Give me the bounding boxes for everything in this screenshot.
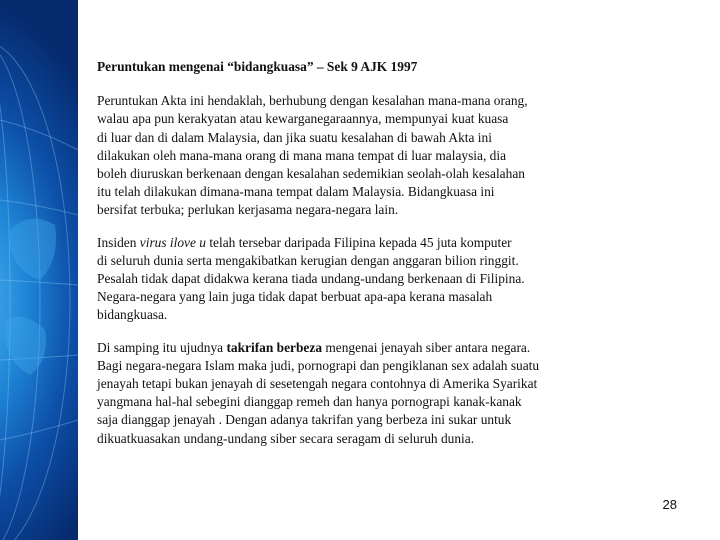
text-line: boleh diuruskan berkenaan dengan kesalahan sedemikian seolah-olah kesalahan <box>97 166 525 182</box>
text-line: saja dianggap jenayah . Dengan adanya takrifan yang berbeza ini sukar untuk <box>97 412 512 428</box>
text-line: yangmana hal-hal sebegini dianggap remeh dan hanya pornograpi kanak-kanak <box>97 394 522 410</box>
text-line <box>97 339 637 357</box>
slide-content <box>97 58 637 462</box>
text-line: itu telah dilakukan dimana-mana tempat dalam Malaysia. Bidangkuasa ini <box>97 184 495 200</box>
text-line: di luar dan di dalam Malaysia, dan jika suatu kesalahan di bawah Akta ini <box>97 129 492 145</box>
text-line: di seluruh dunia serta mengakibatkan kerugian dengan anggaran bilion ringgit. <box>97 252 519 268</box>
text-line: Pesalah tidak dapat didakwa kerana tiada undang-undang berkenaan di Filipina. <box>97 271 525 287</box>
paragraph-virus-incident <box>97 234 637 325</box>
virus-name: virus ilove u <box>139 234 206 250</box>
text-line: walau apa pun kerakyatan atau kewarganegaraannya, mempunyai kuat kuasa <box>97 111 509 127</box>
paragraph-jurisdiction <box>97 92 637 219</box>
text-line: Negara-negara yang lain juga tidak dapat berbuat apa-apa kerana masalah <box>97 289 493 305</box>
text-line: dilakukan oleh mana-mana orang di mana mana tempat di luar malaysia, dia <box>97 147 507 163</box>
text-line <box>97 234 637 252</box>
text-line: jenayah tetapi bukan jenayah di sesetengah negara contohnya di Amerika Syarikat <box>97 376 538 392</box>
text-line: bersifat terbuka; perlukan kerjasama negara-negara lain. <box>97 202 399 218</box>
text-line: dikuatkuasakan undang-undang siber secara seragam di seluruh dunia. <box>97 430 475 446</box>
text-line: Peruntukan Akta ini hendaklah, berhubung dengan kesalahan mana-mana orang, <box>97 93 528 109</box>
globe-decoration <box>0 0 78 540</box>
text-fragment: Insiden <box>97 234 140 250</box>
emphasis-term: takrifan berbeza <box>226 339 323 355</box>
text-fragment: mengenai jenayah siber antara negara. <box>322 339 531 355</box>
text-fragment: telah tersebar daripada Filipina kepada 45 juta komputer <box>205 234 512 250</box>
slide-title: Peruntukan mengenai “bidangkuasa” – Sek 9 AJK 1997 <box>97 59 418 74</box>
globe-grid-graphic <box>0 0 78 540</box>
page-number: 28 <box>662 497 677 512</box>
text-fragment: Di samping itu ujudnya <box>97 339 227 355</box>
text-line: bidangkuasa. <box>97 307 168 323</box>
paragraph-definitions <box>97 339 637 448</box>
text-line: Bagi negara-negara Islam maka judi, pornograpi dan pengiklanan sex adalah suatu <box>97 357 540 373</box>
